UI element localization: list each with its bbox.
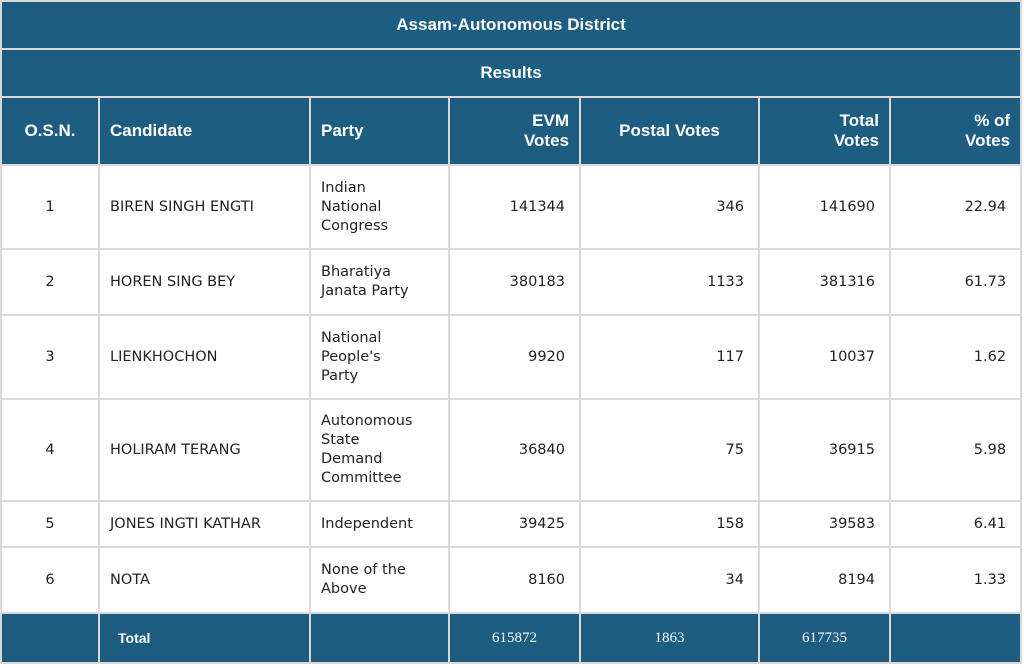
row-party xyxy=(311,502,448,546)
row-party xyxy=(311,548,448,612)
row-candidate: HOLIRAM TERANG xyxy=(100,400,309,500)
row-pct-votes: 1.62 xyxy=(891,316,1020,398)
header-pct-line2: Votes xyxy=(965,131,1011,150)
row-total-votes: 141690 xyxy=(760,166,889,248)
row-osn: 5 xyxy=(2,502,98,546)
row-total-votes: 10037 xyxy=(760,316,889,398)
total-evm-votes: 615872 xyxy=(450,614,579,662)
row-candidate: NOTA xyxy=(100,548,309,612)
row-evm-votes: 36840 xyxy=(450,400,579,500)
header-total-line1: Total xyxy=(839,111,879,130)
row-osn: 6 xyxy=(2,548,98,612)
row-party xyxy=(311,400,448,500)
table-row xyxy=(2,502,1020,546)
row-postal-votes: 1133 xyxy=(581,250,758,314)
total-pct-empty xyxy=(891,614,1020,662)
party-line: National xyxy=(321,198,382,215)
party-line: National xyxy=(321,329,382,346)
table-row xyxy=(2,400,1020,500)
row-party xyxy=(311,250,448,314)
row-postal-votes: 158 xyxy=(581,502,758,546)
header-osn: O.S.N. xyxy=(2,98,98,164)
party-line: None of the xyxy=(321,562,406,578)
row-total-votes: 381316 xyxy=(760,250,889,314)
row-osn: 2 xyxy=(2,250,98,314)
row-total-votes: 8194 xyxy=(760,548,889,612)
party-line: Janata Party xyxy=(321,283,409,299)
header-pct-line1: % of xyxy=(974,111,1011,130)
table-title: Assam-Autonomous District xyxy=(2,2,1020,48)
row-pct-votes: 61.73 xyxy=(891,250,1020,314)
row-osn: 4 xyxy=(2,400,98,500)
table-row xyxy=(2,250,1020,314)
row-total-votes: 36915 xyxy=(760,400,889,500)
row-total-votes: 39583 xyxy=(760,502,889,546)
header-total-line2: Votes xyxy=(833,131,879,150)
header-party: Party xyxy=(311,98,448,164)
row-party xyxy=(311,166,448,248)
total-party-empty xyxy=(311,614,448,662)
row-postal-votes: 346 xyxy=(581,166,758,248)
row-candidate: HOREN SING BEY xyxy=(100,250,309,314)
row-candidate: JONES INGTI KATHAR xyxy=(100,502,309,546)
party-line: Demand xyxy=(321,451,383,467)
row-evm-votes: 8160 xyxy=(450,548,579,612)
header-evm-votes xyxy=(450,98,579,164)
row-osn: 1 xyxy=(2,166,98,248)
table-subtitle: Results xyxy=(2,50,1020,96)
total-row xyxy=(2,614,1020,662)
header-total-votes xyxy=(760,98,889,164)
table-row xyxy=(2,166,1020,248)
table-row xyxy=(2,548,1020,612)
total-label: Total xyxy=(100,614,309,662)
row-party xyxy=(311,316,448,398)
total-total-votes: 617735 xyxy=(760,614,889,662)
row-pct-votes: 1.33 xyxy=(891,548,1020,612)
row-evm-votes: 9920 xyxy=(450,316,579,398)
row-postal-votes: 117 xyxy=(581,316,758,398)
row-evm-votes: 380183 xyxy=(450,250,579,314)
row-candidate: LIENKHOCHON xyxy=(100,316,309,398)
total-osn-empty xyxy=(2,614,98,662)
header-postal-votes: Postal Votes xyxy=(581,98,758,164)
header-pct-votes xyxy=(891,98,1020,164)
row-pct-votes: 22.94 xyxy=(891,166,1020,248)
row-candidate: BIREN SINGH ENGTI xyxy=(100,166,309,248)
party-line: Congress xyxy=(321,217,389,234)
party-line: Committee xyxy=(321,470,402,486)
party-line: People's xyxy=(321,348,381,365)
total-postal-votes: 1863 xyxy=(581,614,758,662)
row-pct-votes: 6.41 xyxy=(891,502,1020,546)
party-line: Party xyxy=(321,367,359,384)
party-line: Bharatiya xyxy=(321,264,392,280)
row-postal-votes: 34 xyxy=(581,548,758,612)
header-evm-line1: EVM xyxy=(532,111,569,130)
row-pct-votes: 5.98 xyxy=(891,400,1020,500)
party-line: Indian xyxy=(321,179,366,196)
header-candidate: Candidate xyxy=(100,98,309,164)
row-osn: 3 xyxy=(2,316,98,398)
party-line: State xyxy=(321,432,360,448)
party-line: Independent xyxy=(321,515,413,532)
column-header-row xyxy=(2,98,1020,164)
row-evm-votes: 141344 xyxy=(450,166,579,248)
row-evm-votes: 39425 xyxy=(450,502,579,546)
row-postal-votes: 75 xyxy=(581,400,758,500)
party-line: Above xyxy=(321,581,367,597)
table-row xyxy=(2,316,1020,398)
header-evm-line2: Votes xyxy=(523,131,569,150)
party-line: Autonomous xyxy=(321,413,413,429)
